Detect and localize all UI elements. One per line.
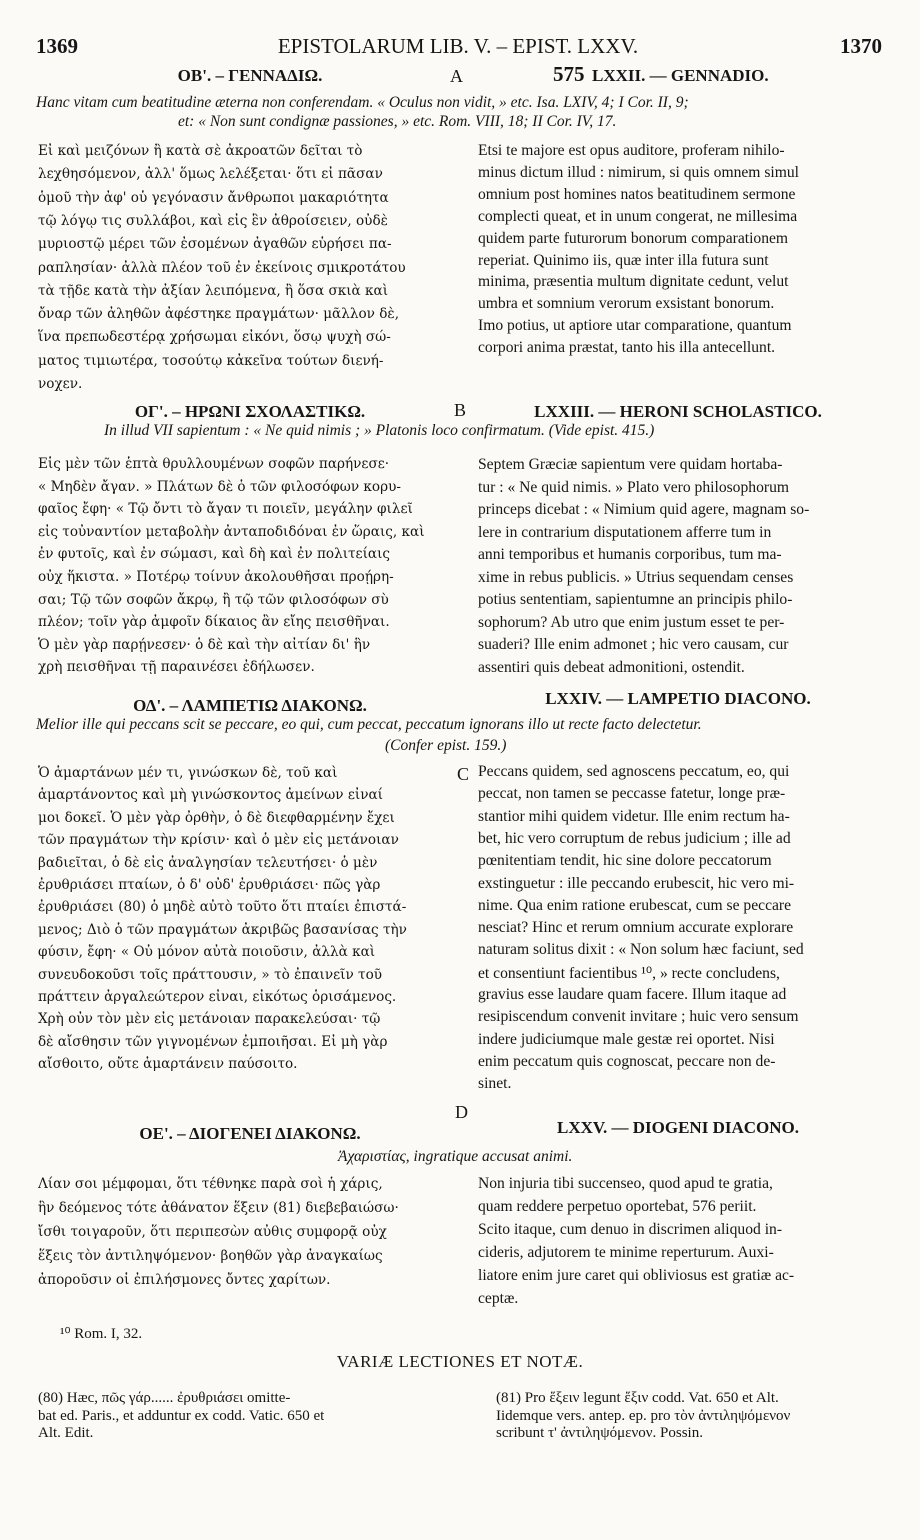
- letter-73-greek-heading: ΟΓ'. – ΗΡΩΝΙ ΣΧΟΛΑΣΤΙΚΩ.: [134, 402, 366, 421]
- l74g-line: βαδιεῖται, ὁ δὲ εἰς ἀναλγησίαν τελευτήσει· ὁ μὲν: [38, 854, 378, 871]
- l74g-line: ἁμαρτάνοντος καὶ μὴ γινώσκοντος ἀμείνων εἶναί: [38, 787, 383, 804]
- l73g-line: φαῖος ἔφη· « Τῷ ὄντι τὸ ἄγαν τι ποιεῖν, μεγάλην φιλεῖ: [38, 501, 413, 518]
- n81-line: scribunt τ' ἀντιληψόμενον. Possin.: [496, 1425, 703, 1441]
- l75l-line: quam reddere perpetuo oportebat, 576 periit.: [478, 1198, 757, 1215]
- n80-line: (80) Hæc, πῶς γάρ...... ἐρυθριάσει omitte-: [38, 1390, 291, 1406]
- l73g-line: σαι; Τῷ τῶν σοφῶν ἄκρῳ, ἢ τῷ τῶν φιλοσόφων σὺ: [38, 591, 389, 608]
- letter-72-latin-heading: LXXII. — GENNADIO.: [592, 66, 769, 85]
- l72l-line: Imo potius, ut aptiore utar comparatione, quantum: [478, 317, 792, 335]
- l74g-line: αἴσθοιτο, οὔτε ἁμαρτάνειν παύσοιτο.: [38, 1056, 298, 1073]
- letter-72-greek-heading: ΟΒ'. – ΓΕΝΝΑΔΙΩ.: [177, 66, 323, 85]
- l72l-line: reperiat. Quinimo iis, quæ inter illa futura sunt: [478, 251, 769, 269]
- l74g-line: Χρὴ οὖν τὸν μὲν εἰς μετάνοιαν παρακελεύσαι· τῷ: [38, 1011, 381, 1028]
- l72g-line: ἵνα πρεπωδεστέρᾳ χρήσωμαι εἰκόνι, ὅσῳ ψυχὴ σώ-: [38, 329, 391, 346]
- l72g-line: τὰ τῇδε κατὰ τὴν ἀξίαν λειπόμενα, ἢ ὅσα σκιὰ καὶ: [38, 282, 389, 299]
- l72g-line: Εἰ καὶ μειζόνων ἢ κατὰ σὲ ἀκροατῶν δεῖται τὸ: [38, 143, 363, 159]
- l72l-line: minus dictum illud : nimirum, si quis omnem simul: [478, 163, 799, 181]
- l74l-line: bet, hic vero corruptum de rebus judicium ; ille ad: [478, 829, 791, 847]
- l72g-line: ματος τιμιωτέρα, τοσούτῳ κἀκεῖνα τούτων διενή-: [38, 352, 384, 369]
- l73l-line: Septem Græciæ sapientum vere quidam hortaba-: [478, 456, 783, 473]
- l74l-line: indere judiciumque male gestæ rei oportet. Nisi: [478, 1030, 775, 1048]
- l74g-line: τῶν πραγμάτων τὴν κρίσιν· καὶ ὁ μὲν εἰς μετάνοιαν: [38, 832, 399, 849]
- l74g-line: συνευδοκοῦσι τοῖς πράττουσιν, » τὸ ἐπαινεῖν τοῦ: [38, 966, 383, 983]
- l72g-line: λεχθησόμενον, ἀλλ' ὅμως λελέξεται· ὅτι εἰ πᾶσαν: [38, 166, 383, 183]
- page-number-right: 1370: [840, 34, 882, 58]
- l73l-line: potius sententiam, sapientumne an principis philo-: [478, 591, 793, 608]
- letter-75-summary: Ἀχαριστίας, ingratique accusat animi.: [338, 1148, 573, 1165]
- l72l-line: minima, præsentia multum dignitate cedunt, velut: [478, 273, 789, 291]
- l74l-line: nime. Qua enim ratione erubescat, cum se peccare: [478, 896, 792, 914]
- l75l-line: Non injuria tibi succenseo, quod apud te gratia,: [478, 1175, 773, 1192]
- l72g-line: ραπλησίαν· ἀλλὰ πλέον τοῦ ἐν ἐκείνοις σμικροτάτου: [38, 259, 406, 276]
- l73g-line: πλέον; τοῖν γὰρ ἀμφοῖν δίκαιος ἂν εἴης πεισθῆναι.: [38, 614, 390, 631]
- l74l-line: gravius esse laudare quam facere. Illum itaque ad: [478, 986, 787, 1003]
- l74l-line: enim peccatum quis cognoscat, peccare non de-: [478, 1052, 776, 1070]
- l75l-line: cideris, adjutorem te minime reperturum. Auxi-: [478, 1244, 774, 1261]
- letter-74-greek-heading: ΟΔ'. – ΛΑΜΠΕΤΙΩ ΔΙΑΚΟΝΩ.: [133, 696, 367, 715]
- l72l-line: quidem parte futurorum bonorum comparationem: [478, 229, 789, 247]
- l74l-line: exstinguetur : ille peccando erubescit, hic vero mi-: [478, 874, 795, 892]
- l73l-line: xime in rebus publicis. » Utrius sequendam censes: [478, 568, 794, 586]
- l73g-line: οὐχ ἥκιστα. » Ποτέρῳ τοίνυν ἀκολουθῆσαι προῄρη-: [38, 569, 394, 585]
- l73l-line: tur : « Ne quid nimis. » Plato vero philosophorum: [478, 478, 789, 496]
- letter-75-greek-heading: ΟΕ'. – ΔΙΟΓΕΝΕΙ ΔΙΑΚΟΝΩ.: [139, 1124, 361, 1143]
- l72g-line: μυριοστῷ μέρει τῶν ἐσομένων ἀγαθῶν εὑρήσει πα-: [38, 236, 392, 253]
- l74l-line: peccat, non tamen se peccasse fatetur, longe præ-: [478, 785, 786, 803]
- letter-72-summary-line-1: Hanc vitam cum beatitudine æterna non conferendam. « Oculus non vidit, » etc. Isa. LXIV, 4; I Cor. II, 9;: [36, 94, 689, 111]
- l75l-line: ceptæ.: [478, 1290, 519, 1307]
- page-number-left: 1369: [36, 34, 78, 58]
- l73l-line: lere in contrarium disputationem afferre tum in: [478, 523, 772, 541]
- l74l-line: Peccans quidem, sed agnoscens peccatum, eo, qui: [478, 763, 790, 780]
- l72l-line: corpori anima præstat, tanto his illa antecellunt.: [478, 339, 776, 357]
- column-marker-c: C: [457, 764, 470, 784]
- footnote: ¹⁰ Rom. I, 32.: [60, 1326, 143, 1342]
- l72g-line: τῷ λόγῳ τις συλλάβοι, καὶ εἰς ἓν ἀθροίσειεν, οὐδὲ: [38, 212, 388, 229]
- l75g-line: ἣν δεόμενος τότε ἀθάνατον ἕξειν (81) διεβεβαιώσω·: [38, 1200, 399, 1216]
- l72l-line: Etsi te majore est opus auditore, proferam nihilo-: [478, 142, 785, 159]
- l73g-line: Ὁ μὲν γὰρ παρῄνεσεν· ὁ δὲ καὶ τὴν αἰτίαν δι' ἣν: [38, 636, 371, 653]
- l73l-line: sophorum? Ab utro que enim justum esset te per-: [478, 613, 785, 631]
- l74g-line: φύσιν, ἔφη· « Οὐ μόνον αὐτὰ ποιοῦσιν, ἀλλὰ καὶ: [38, 944, 376, 961]
- l74l-line: naturam solitus dixit : « Non solum hæc faciunt, sed: [478, 941, 804, 959]
- l73l-line: suaderi? Ille enim admonet ; hic vero causam, cur: [478, 636, 789, 653]
- letter-73-latin-heading: LXXIII. — HERONI SCHOLASTICO.: [534, 402, 822, 421]
- l73g-line: « Μηδὲν ἄγαν. » Πλάτων δὲ ὁ τῶν φιλοσόφων κορυ-: [38, 478, 401, 495]
- l74g-line: πράττειν ἀργαλεώτερον εἶναι, εἰκότως ὁρισάμενος.: [38, 989, 397, 1005]
- l74l-line: resipiscendum convenit invitare ; huic vero sensum: [478, 1008, 799, 1026]
- l74l-line: stantior mihi quidem videtur. Ille enim rectum ha-: [478, 807, 790, 825]
- l74l-line: nesciat? Hinc et rerum omnium accurate explorare: [478, 919, 794, 937]
- letter-74-summary-line-2: (Confer epist. 159.): [385, 737, 507, 754]
- l74g-line: ἐρυθριάσει πταίων, ὁ δ' οὐδ' ἐρυθριάσει· πῶς γὰρ: [38, 877, 381, 893]
- l74g-line: ἐρυθριάσει (80) ὁ μηδὲ αὐτὸ τοῦτο ὅτι πταίει ἐπιστά-: [38, 899, 407, 916]
- column-marker-b: B: [454, 400, 467, 420]
- l74l-line: et consentiunt facientibus ¹⁰, » recte concludens,: [478, 964, 780, 982]
- variae-title: VARIÆ LECTIONES ET NOTÆ.: [336, 1352, 584, 1371]
- column-number-575: 575: [553, 62, 585, 86]
- l75g-line: Λίαν σοι μέμφομαι, ὅτι τέθνηκε παρὰ σοὶ ἡ χάρις,: [38, 1176, 383, 1192]
- l72g-line: ὁμοῦ τὴν ἀφ' οὗ γεγόνασιν ἄνθρωποι μακαριότητα: [38, 189, 389, 206]
- n81-line: (81) Pro ἕξειν legunt ἕξιν codd. Vat. 650 et Alt.: [496, 1390, 779, 1406]
- l75g-line: ἀποροῦσιν οἱ ἐπιλήσμονες ὄντες χαρίτων.: [38, 1272, 331, 1288]
- l75l-line: Scito itaque, cum denuo in discrimen aliquod in-: [478, 1221, 783, 1238]
- l74g-line: δὲ αἴσθησιν τῶν γιγνομένων ἐμποιῆσαι. Εἰ μὴ γὰρ: [38, 1033, 388, 1050]
- l72l-line: umbra et somnium verorum exsistant bonorum.: [478, 295, 775, 313]
- letter-72-summary-line-2: et: « Non sunt condignæ passiones, » etc. Rom. VIII, 18; II Cor. IV, 17.: [178, 113, 617, 130]
- l74g-line: μενος; Διὸ ὁ τῶν πραγμάτων ἀκριβῶς βασανίσας τὴν: [38, 921, 407, 938]
- l73g-line: ἐν φυτοῖς, καὶ ἐν σώμασι, καὶ δὴ καὶ ἐν πολιτείαις: [38, 546, 391, 563]
- l72g-line: νοχεν.: [38, 376, 83, 392]
- l72l-line: omnium post homines natos beatitudinem sermone: [478, 185, 796, 203]
- letter-74-latin-heading: LXXIV. — LAMPETIO DIACONO.: [545, 689, 811, 708]
- l73l-line: princeps dicebat : « Nimium quid agere, magnam so-: [478, 501, 810, 518]
- l74l-line: pœnitentiam tendit, hic sine dolore peccatorum: [478, 852, 772, 870]
- column-marker-d: D: [455, 1102, 468, 1122]
- l74l-line: sinet.: [478, 1075, 512, 1093]
- l72l-line: complecti queat, et in unum congerat, ne millesima: [478, 207, 798, 225]
- n80-line: bat ed. Paris., et adduntur ex codd. Vatic. 650 et: [38, 1407, 325, 1424]
- l72g-line: ὄναρ τῶν ἀληθῶν ἀφέστηκε πραγμάτων· μᾶλλον δὲ,: [38, 306, 400, 323]
- letter-73-summary: In illud VII sapientum : « Ne quid nimis ; » Platonis loco confirmatum. (Vide epist. 415.): [104, 422, 655, 439]
- l73g-line: Εἷς μὲν τῶν ἑπτὰ θρυλλουμένων σοφῶν παρήνεσε·: [38, 456, 390, 472]
- running-title: EPISTOLARUM LIB. V. – EPIST. LXXV.: [277, 34, 639, 58]
- letter-74-summary-line-1: Melior ille qui peccans scit se peccare, eo qui, cum peccat, peccatum ignorans illo ut recte facto delectetur.: [36, 716, 702, 733]
- l75l-line: liatore enim jure caret qui obliviosus est gratiæ ac-: [478, 1267, 795, 1284]
- letter-75-latin-heading: LXXV. — DIOGENI DIACONO.: [557, 1118, 799, 1137]
- l74g-line: Ὁ ἁμαρτάνων μέν τι, γινώσκων δὲ, τοῦ καὶ: [38, 765, 338, 781]
- column-marker-a: A: [450, 66, 463, 86]
- l75g-line: ἕξεις τὸν ἀντιληψόμενον· βοηθῶν γὰρ ἀναγκαίως: [38, 1248, 383, 1264]
- l75g-line: ἴσθι τοιγαροῦν, ὅτι περιπεσὼν αὖθις συμφορᾷ οὐχ: [38, 1224, 387, 1240]
- l73l-line: anni temporibus et humanis corporibus, tum ma-: [478, 546, 782, 563]
- l73l-line: assentiri quis debeat admonitioni, ostendit.: [478, 658, 745, 676]
- n81-line: Iidemque vers. antep. ep. pro τὸν ἀντιληψόμενον: [496, 1407, 791, 1424]
- l73g-line: εἰς τοὐναντίον μεταβολὴν ἀνταποδιδόναι ἐν ὥραις, καὶ: [38, 523, 425, 540]
- l74g-line: μοι δοκεῖ. Ὁ μὲν γὰρ ὀρθὴν, ὁ δὲ διεφθαρμένην ἔχει: [38, 809, 395, 826]
- n80-line: Alt. Edit.: [38, 1425, 94, 1441]
- l73g-line: χρὴ πεισθῆναι τῇ παραινέσει ἐδήλωσεν.: [38, 659, 315, 676]
